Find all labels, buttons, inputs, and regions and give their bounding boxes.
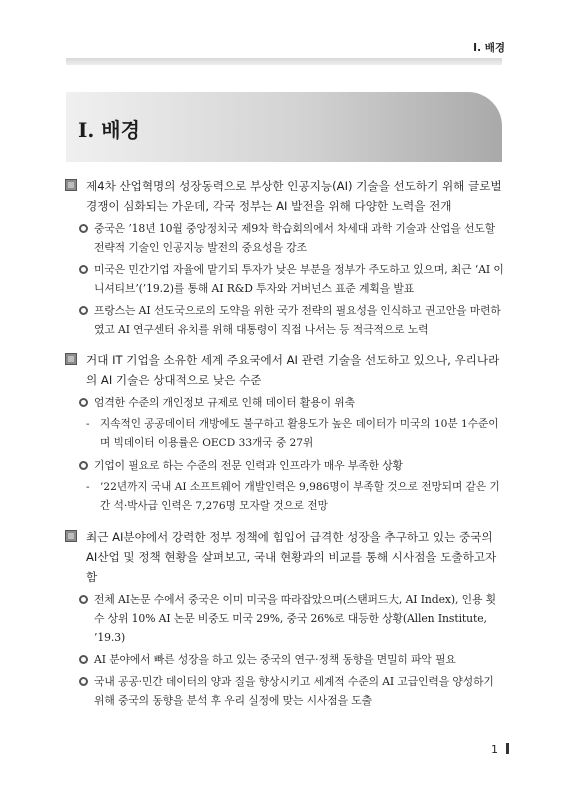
sub-list-item — [64, 478, 504, 516]
chapter-title: Ⅰ. 배경 — [78, 118, 140, 142]
running-header: Ⅰ. 배경 — [473, 42, 505, 54]
list-item-text: 프랑스는 AI 선도국으로의 도약을 위한 국가 전략의 필요성을 인식하고 권고안을 마련하였고 AI 연구센터 유치를 위해 대통령이 직접 나서는 등 적극적으로 노력 — [94, 304, 501, 336]
section-heading — [64, 527, 504, 587]
section-heading-text: 제4차 산업혁명의 성장동력으로 부상한 인공지능(AI) 기술을 선도하기 위해 글로벌 경쟁이 심화되는 가운데, 각국 정부는 AI 발전을 위해 다양한 노력을 전개 — [86, 179, 502, 213]
dash-bullet-icon: - — [86, 481, 90, 493]
list-item — [64, 219, 504, 257]
list-item — [64, 590, 504, 647]
list-item — [64, 393, 504, 412]
section-heading-text: 거대 IT 기업을 소유한 세계 주요국에서 AI 관련 기술을 선도하고 있으나, 우리나라의 AI 기술은 상대적으로 낮은 수준 — [86, 353, 500, 387]
dash-bullet-icon: - — [86, 418, 90, 430]
sub-list-item — [64, 415, 504, 453]
circle-bullet-icon — [79, 461, 88, 470]
square-bullet-icon — [65, 530, 77, 542]
page-number — [491, 743, 509, 756]
circle-bullet-icon — [79, 265, 88, 274]
circle-bullet-icon — [79, 224, 88, 233]
list-item-text: 중국은 ’18년 10월 중앙정치국 제9차 학습회의에서 차세대 과학 기술과 산업을 선도할 전략적 기술인 인공지능 발전의 중요성을 강조 — [94, 222, 496, 254]
header-rule — [66, 58, 502, 65]
sub-list-item-text: ’22년까지 국내 AI 소프트웨어 개발인력은 9,986명이 부족할 것으로 전망되며 같은 기간 석·박사급 인력은 7,276명 모자랄 것으로 전망 — [100, 481, 500, 512]
list-item-text: 전체 AI논문 수에서 중국은 이미 미국을 따라잡았으며(스탠퍼드大, AI Index), 인용 횟수 상위 10% AI 논문 비중도 미국 29%, 중국 26%로 대등한 상황(Allen Institute, ’19.3) — [94, 593, 496, 644]
square-bullet-icon — [65, 353, 77, 365]
list-item-text: 미국은 민간기업 자율에 맡기되 투자가 낮은 부분을 정부가 주도하고 있으며, 최근 ‘AI 이니셔티브’(’19.2)를 통해 AI R&D 투자와 거버넌스 표준 계획을 발표 — [94, 263, 504, 295]
chapter-title-bar — [66, 92, 502, 162]
section-heading-text: 최근 AI분야에서 강력한 정부 정책에 힘입어 급격한 성장을 추구하고 있는 중국의 AI산업 및 정책 현황을 살펴보고, 국내 현황과의 비교를 통해 시사점을 도출하고자 함 — [86, 530, 497, 584]
list-item — [64, 301, 504, 339]
list-item — [64, 672, 504, 710]
list-item-text: 기업이 필요로 하는 수준의 전문 인력과 인프라가 매우 부족한 상황 — [94, 459, 403, 472]
square-bullet-icon — [65, 179, 77, 191]
circle-bullet-icon — [79, 306, 88, 315]
list-item-text: AI 분야에서 빠른 성장을 하고 있는 중국의 연구·정책 동향을 면밀히 파악 필요 — [94, 653, 456, 666]
circle-bullet-icon — [79, 677, 88, 686]
circle-bullet-icon — [79, 595, 88, 604]
page-number-text: 1 — [491, 743, 498, 756]
body-content — [64, 176, 504, 713]
list-item-text: 엄격한 수준의 개인정보 규제로 인해 데이터 활용이 위축 — [94, 396, 355, 409]
circle-bullet-icon — [79, 398, 88, 407]
list-item — [64, 456, 504, 475]
list-item — [64, 260, 504, 298]
section-heading — [64, 350, 504, 390]
list-item — [64, 650, 504, 669]
section-heading — [64, 176, 504, 216]
sub-list-item-text: 지속적인 공공데이터 개방에도 불구하고 활용도가 높은 데이터가 미국의 10분 1수준이며 빅데이터 이용률은 OECD 33개국 중 27위 — [100, 418, 499, 449]
list-item-text: 국내 공공·민간 데이터의 양과 질을 향상시키고 세계적 수준의 AI 고급인력을 양성하기 위해 중국의 동향을 분석 후 우리 실정에 맞는 시사점을 도출 — [94, 675, 494, 707]
circle-bullet-icon — [79, 655, 88, 664]
page-marker-bar — [506, 743, 509, 754]
